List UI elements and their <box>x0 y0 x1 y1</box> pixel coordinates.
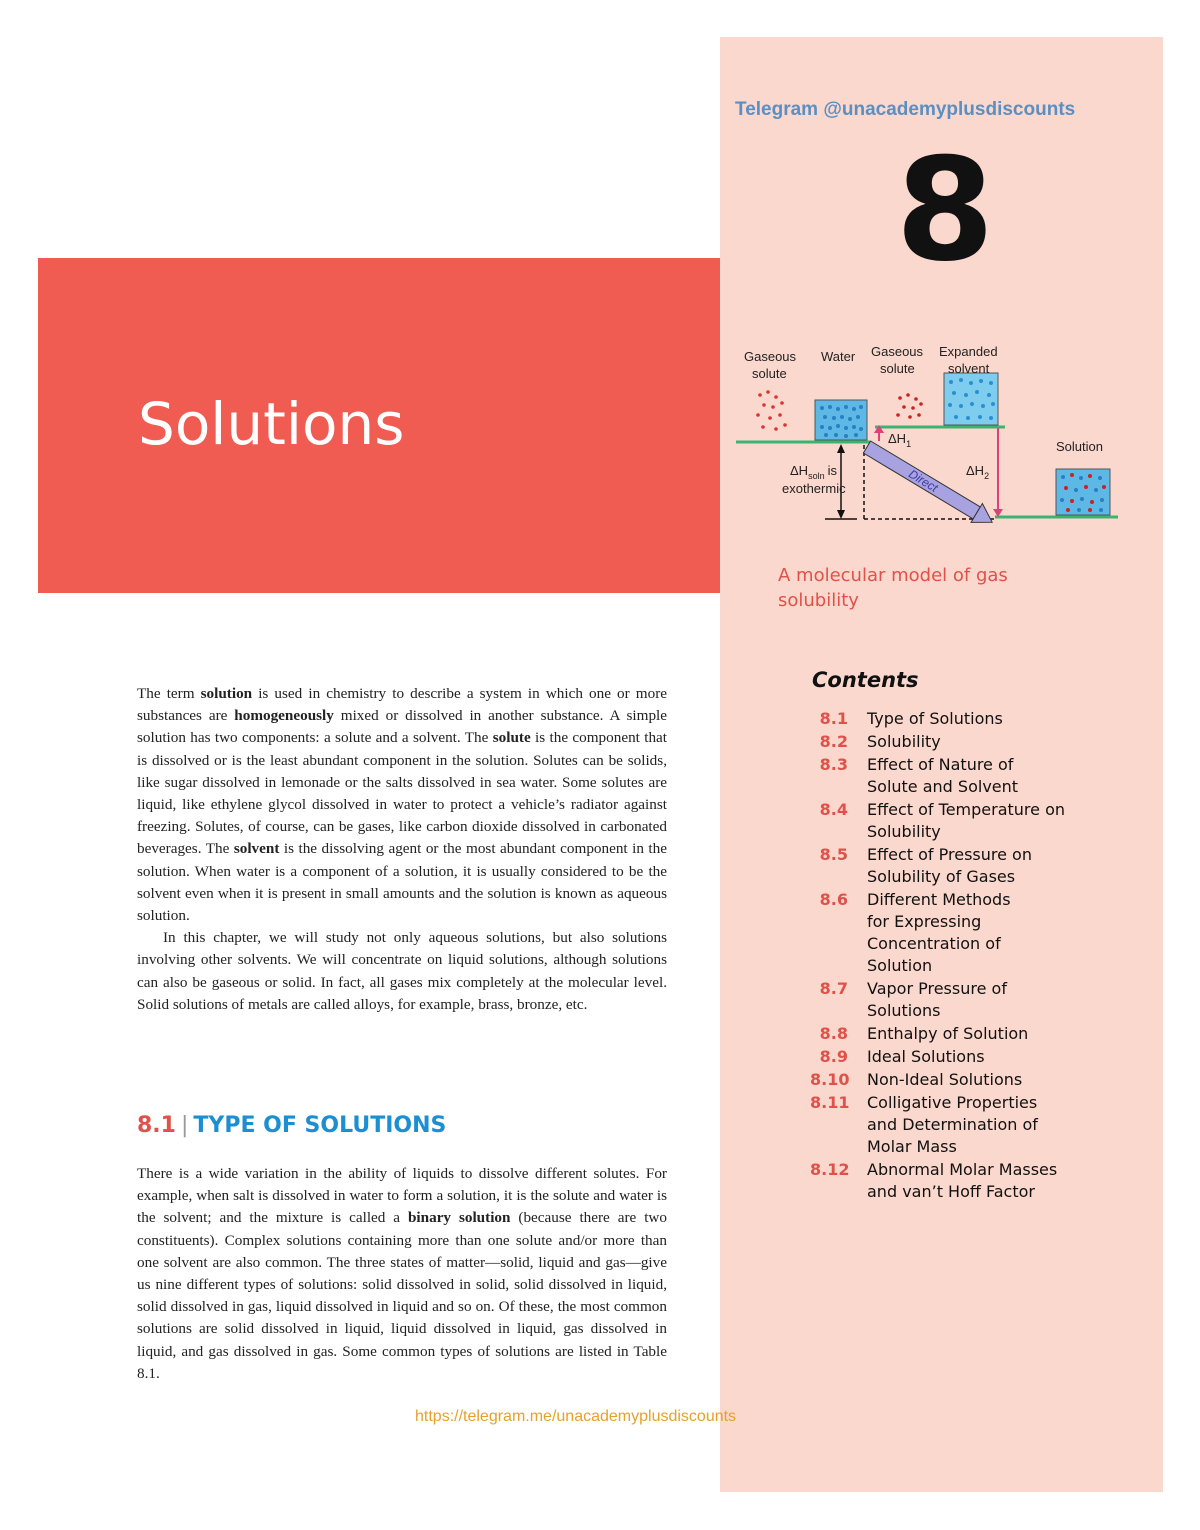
label-gaseous-solute-2a: Gaseous <box>871 344 924 359</box>
contents-title: Contents <box>812 668 919 692</box>
footer-url-link[interactable]: https://telegram.me/unacademyplusdiscounts <box>415 1408 737 1425</box>
contents-item: 8.11 Colligative Properties and Determination of Molar Mass <box>810 1093 1038 1156</box>
gaseous-solute-dots-2 <box>896 393 923 419</box>
label-solution: Solution <box>1056 439 1103 454</box>
contents-item: 8.7 Vapor Pressure of Solutions <box>819 979 1007 1020</box>
contents-item: 8.9 Ideal Solutions <box>819 1047 985 1066</box>
label-gaseous-solute-1a: Gaseous <box>744 349 797 364</box>
label-water: Water <box>821 349 856 364</box>
contents-item: 8.8 Enthalpy of Solution <box>819 1024 1029 1043</box>
dhsoln-arrowhead-top <box>837 444 845 453</box>
gas-solubility-figure <box>730 335 1130 535</box>
chapter-banner <box>38 258 720 593</box>
intro-paragraph-1: The term solution is used in chemistry to describe a system in which one or more substances are homogeneously mixed or dissolved in another substance. A simple solution has two components: a solute and a solvent. The solute is the component that is dissolved or is the least abundant component in the solution. Solutes can be solids, like sugar dissolved in lemonade or the salts dissolved in sea water. Some solutes are liquid, like ethylene glycol dissolved in water to protect a vehicle’s radiator against freezing. Solutes, of course, can be gases, like carbon dioxide dissolved in carbonated beverages. The solvent is the dissolving agent or the most abundant component in the solution. When water is a component of a solution, it is usually considered to be the solvent even when it is present in small amounts and the solution is known as aqueous solution. <box>137 685 667 925</box>
label-dh1: $\Delta H_1$ <box>888 431 912 449</box>
chapter-number: 8 <box>895 128 995 293</box>
contents-item: 8.3 Effect of Nature of Solute and Solvent <box>819 755 1019 796</box>
label-solvent: solvent <box>948 361 990 376</box>
label-gaseous-solute-2b: solute <box>880 361 915 376</box>
label-expanded: Expanded <box>939 344 998 359</box>
direct-arrow <box>861 438 997 532</box>
contents-item: 8.10 Non-Ideal Solutions <box>810 1070 1023 1089</box>
telegram-watermark: Telegram @unacademyplusdiscounts <box>735 99 1076 120</box>
label-dhsoln: $\Delta H_{soln}$ is <box>790 463 837 481</box>
contents-item: 8.12 Abnormal Molar Masses and van’t Hoff Factor <box>810 1160 1058 1201</box>
contents-item: 8.1 Type of Solutions <box>819 709 1003 728</box>
section-text <box>137 1163 667 1385</box>
contents-item: 8.4 Effect of Temperature on Solubility <box>819 800 1066 841</box>
label-gaseous-solute-1b: solute <box>752 366 787 381</box>
intro-text <box>137 683 667 1016</box>
figure-caption: A molecular model of gas solubility <box>778 565 1008 611</box>
chapter-title: Solutions <box>138 390 405 458</box>
dhsoln-arrowhead-bottom <box>837 510 845 519</box>
water-beaker <box>815 400 867 440</box>
direct-label: Direct <box>906 466 941 495</box>
section-paragraph: There is a wide variation in the ability of liquids to dissolve different solutes. For example, when salt is dissolved in water to form a solution, it is the solute and water is the solvent; and the mixture is called a binary solution (because there are two constituents). Complex solutions containing more than one solute and/or more than one solvent are also common. The three states of matter—solid, liquid and gas—give us nine different types of solutions: solid dissolved in solid, solid dissolved in liquid, solid dissolved in gas, liquid dissolved in liquid and so on. Of these, the most common solutions are solid dissolved in liquid, liquid dissolved in liquid, gas dissolved in liquid, and gas dissolved in gas. Some common types of solutions are listed in Table 8.1. <box>137 1165 667 1382</box>
contents-list <box>810 708 1160 1204</box>
intro-paragraph-2: In this chapter, we will study not only aqueous solutions, but also solutions involving other solvents. We will concentrate on liquid solutions, although solutions can also be gaseous or solid. In fact, all gases mix completely at the molecular level. Solid solutions of metals are called alloys, for example, brass, bronze, etc. <box>137 929 667 1013</box>
label-dh2: $\Delta H_2$ <box>966 463 990 481</box>
label-exothermic: exothermic <box>782 481 846 496</box>
contents-item: 8.6 Different Methods for Expressing Concentration of Solution <box>819 890 1011 975</box>
contents-item: 8.2 Solubility <box>819 732 941 751</box>
gaseous-solute-dots-1 <box>756 390 787 431</box>
contents-item: 8.5 Effect of Pressure on Solubility of Gases <box>819 845 1032 886</box>
section-heading: 8.1 | TYPE OF SOLUTIONS <box>137 1113 447 1138</box>
